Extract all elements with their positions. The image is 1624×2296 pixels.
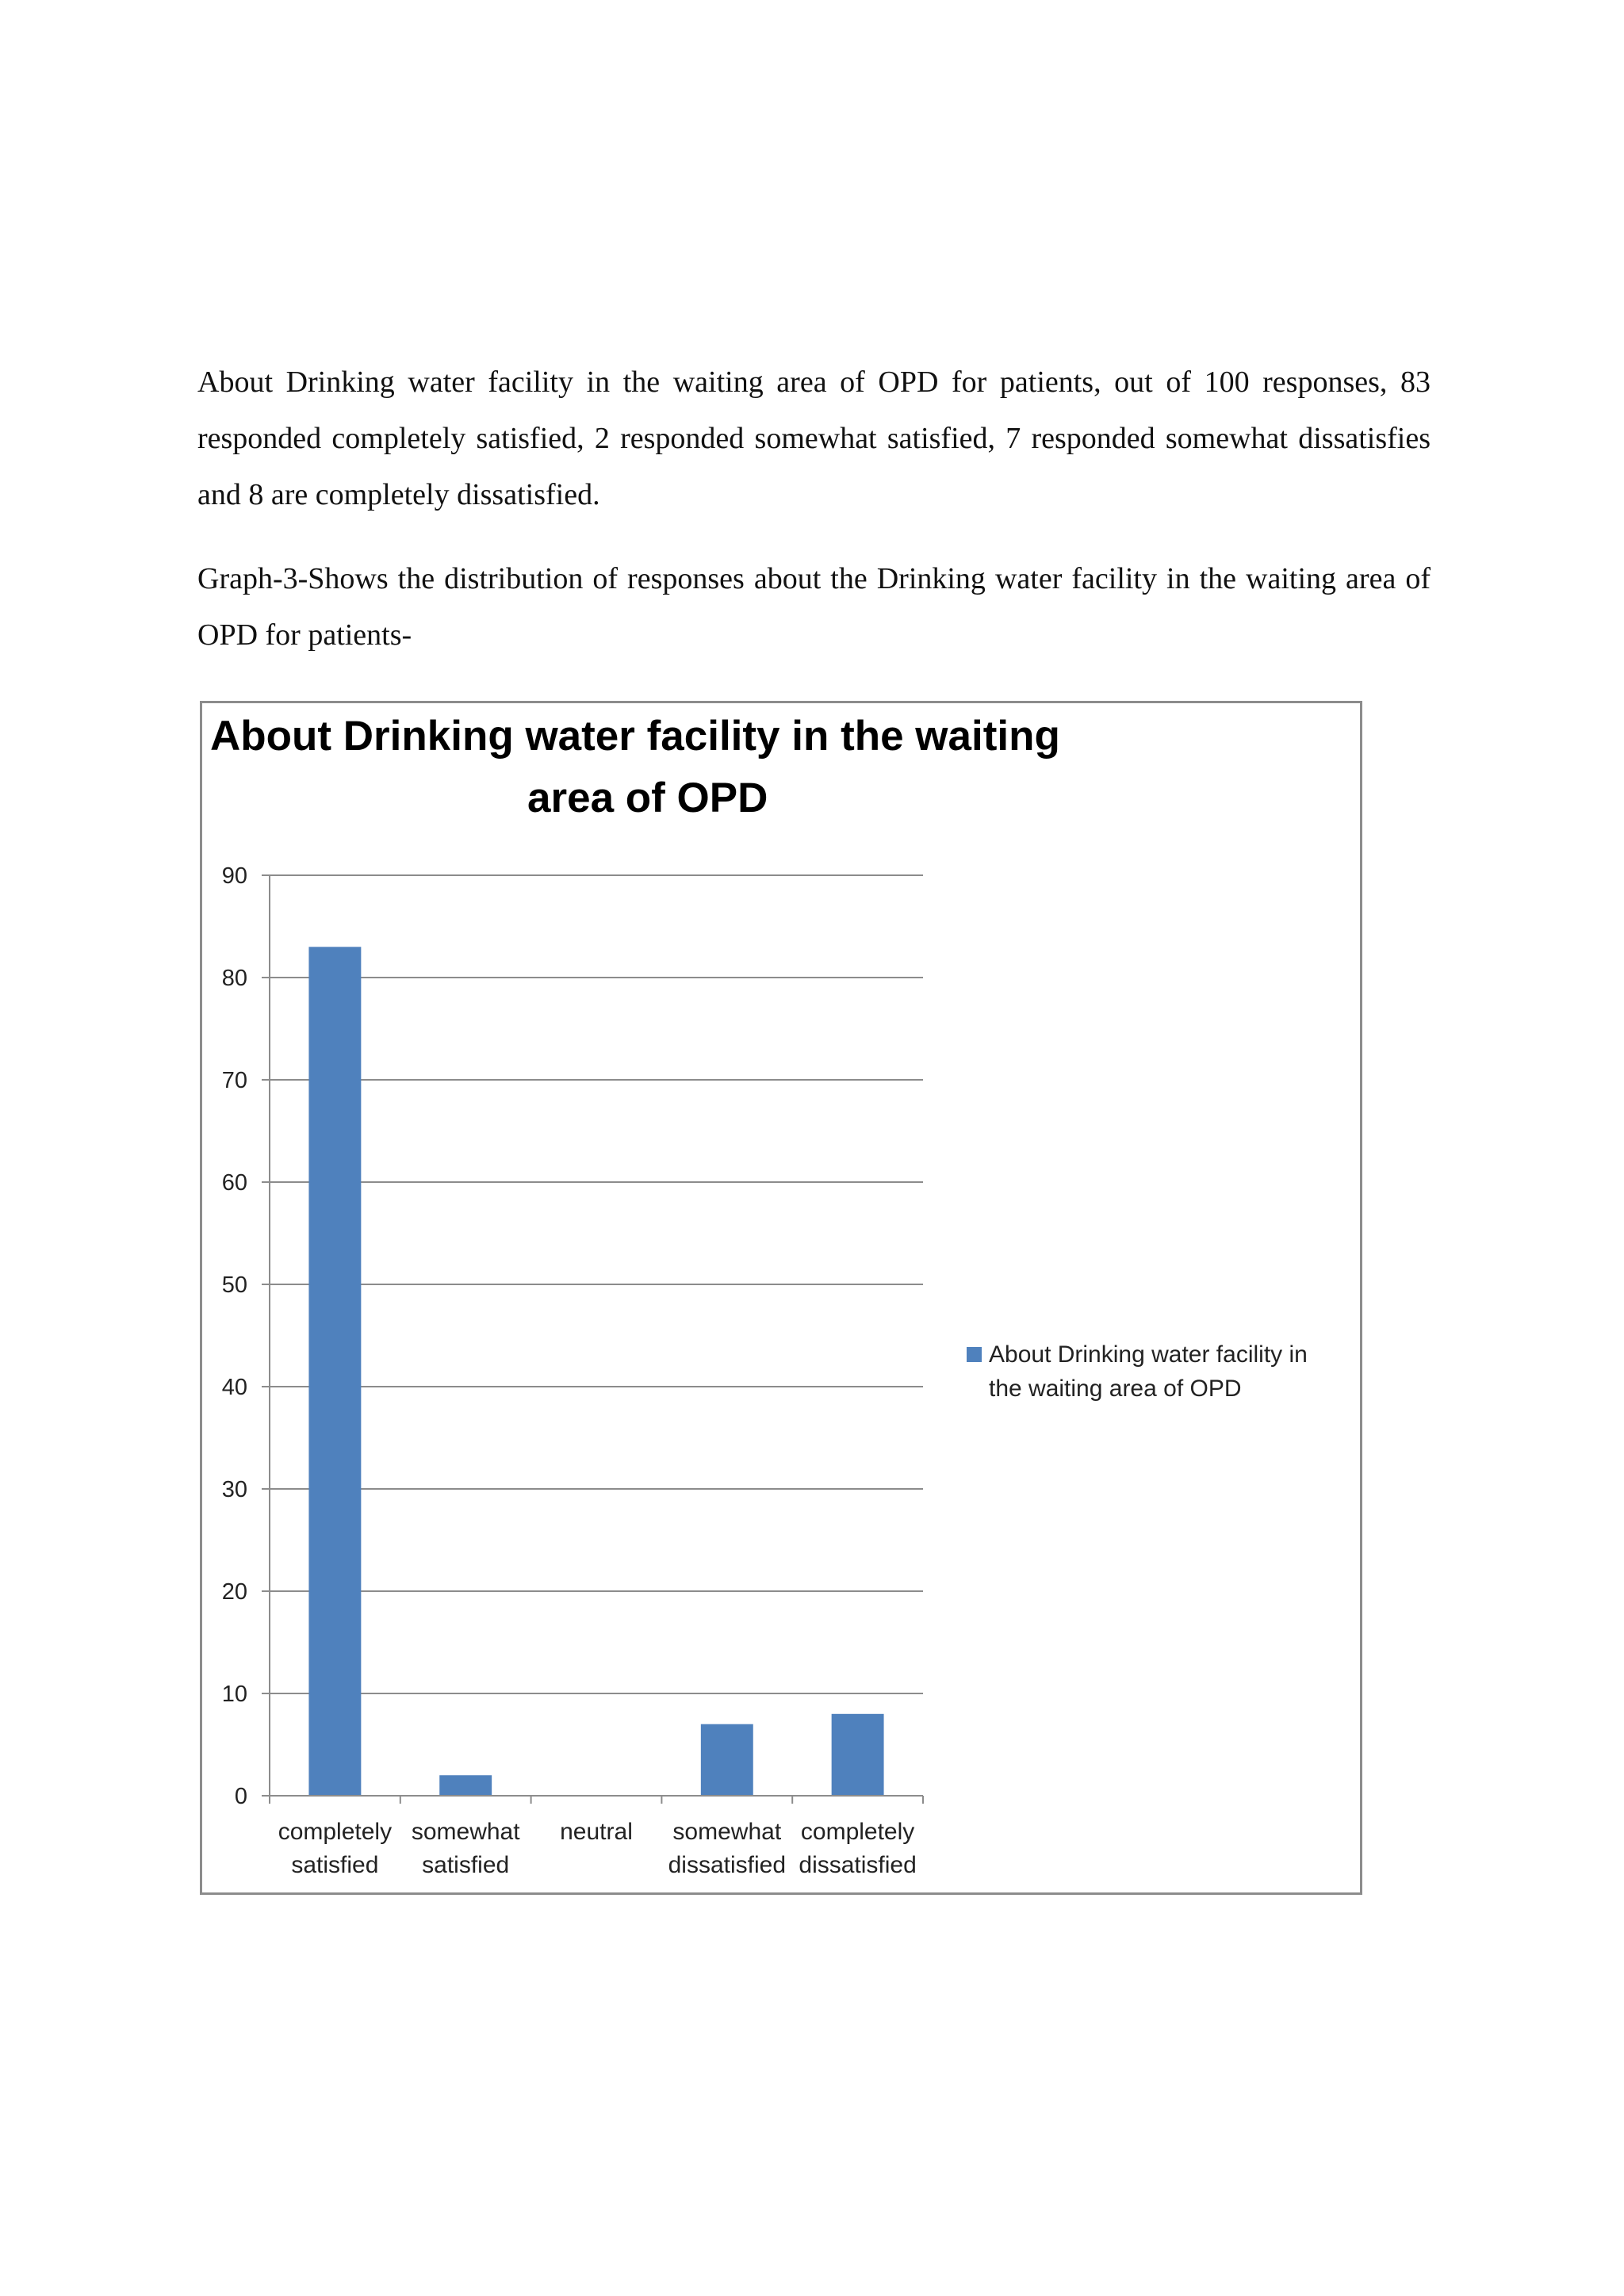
chart-title-line: About Drinking water facility in the waiting [210,713,1060,760]
y-tick-label: 10 [221,1682,247,1707]
chart-title-line: area of OPD [527,775,768,821]
y-tick-label: 0 [234,1784,247,1809]
y-tick-label: 20 [221,1579,247,1605]
y-tick-label: 40 [221,1375,247,1400]
legend-label: About Drinking water facility in the waiting area of OPD [989,1341,1308,1402]
x-category-label: somewhat dissatisfied [668,1819,787,1878]
legend-swatch [967,1347,982,1362]
x-category-label: completely satisfied [278,1819,393,1878]
bar [439,1775,492,1796]
x-category-label: neutral [560,1819,633,1845]
description-paragraph: About Drinking water facility in the waiting area of OPD for patients, out of 100 responses, 83 responded completely satisfied, 2 responded somewhat satisfied, 7 responded somewhat dissatisfies and 8 are completely dissatisfied. [197,365,1431,511]
y-tick-label: 30 [221,1477,247,1502]
y-tick-label: 90 [221,863,247,889]
bar-chart [202,703,1360,1892]
graph-caption-paragraph: Graph-3-Shows the distribution of responses about the Drinking water facility in the waiting area of OPD for patients- [197,562,1431,652]
y-tick-label: 70 [221,1068,247,1093]
bar [308,947,361,1796]
y-tick-label: 60 [221,1170,247,1196]
x-category-label: somewhat satisfied [411,1819,520,1878]
y-tick-label: 50 [221,1272,247,1298]
y-tick-label: 80 [221,966,247,991]
bar [701,1724,753,1796]
bar [832,1714,884,1796]
x-category-label: completely dissatisfied [799,1819,917,1878]
chart-frame [200,701,1362,1895]
